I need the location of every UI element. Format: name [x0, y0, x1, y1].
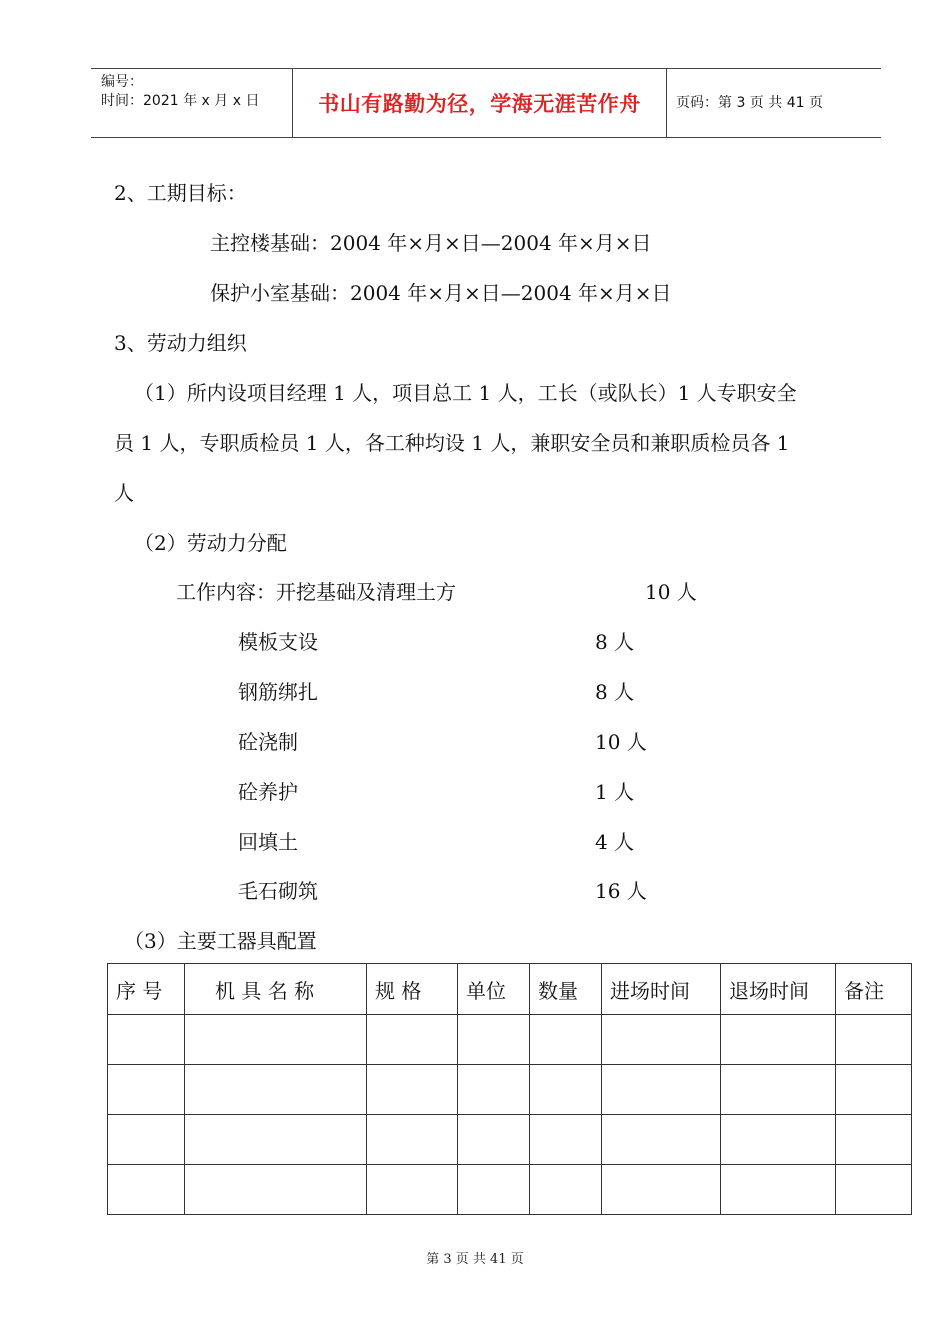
- header-page-info: 页码：第 3 页 共 41 页: [676, 94, 823, 111]
- page-footer: 第 3 页 共 41 页: [426, 1252, 524, 1267]
- table-cell: [530, 1015, 602, 1065]
- work-item-count: 16 人: [595, 879, 647, 903]
- table-cell: [602, 1065, 721, 1115]
- table-cell: [721, 1065, 836, 1115]
- header-cell-quantity: 数量: [530, 964, 602, 1015]
- table-cell: [367, 1165, 458, 1215]
- table-cell: [108, 1115, 185, 1165]
- header-page-cell: [666, 69, 881, 137]
- work-item-count: 4 人: [595, 830, 635, 854]
- table-cell: [108, 1165, 185, 1215]
- work-content-intro-count: 10 人: [645, 580, 697, 604]
- table-cell: [836, 1065, 912, 1115]
- header-cell-tool-name: 机 具 名 称: [185, 964, 367, 1015]
- table-cell: [602, 1015, 721, 1065]
- schedule-main-building: 主控楼基础：2004 年×月×日—2004 年×月×日: [210, 231, 652, 255]
- table-cell: [185, 1015, 367, 1065]
- table-cell: [367, 1065, 458, 1115]
- work-item-count: 8 人: [595, 680, 635, 704]
- work-item-name: 回填土: [238, 830, 298, 854]
- table-cell: [185, 1165, 367, 1215]
- work-item-name: 模板支设: [238, 630, 318, 654]
- header-cell-unit: 单位: [458, 964, 530, 1015]
- work-item-name: 砼养护: [238, 780, 298, 804]
- table-cell: [530, 1165, 602, 1215]
- table-header-row: [108, 964, 912, 1015]
- header-cell-entry-time: 进场时间: [602, 964, 721, 1015]
- table-cell: [367, 1115, 458, 1165]
- work-item-name: 砼浇制: [238, 730, 298, 754]
- table-cell: [836, 1165, 912, 1215]
- table-cell: [721, 1015, 836, 1065]
- table-cell: [836, 1015, 912, 1065]
- header-cell-spec: 规 格: [367, 964, 458, 1015]
- tools-heading: （3）主要工器具配置: [124, 929, 317, 953]
- table-cell: [721, 1115, 836, 1165]
- tools-table: [107, 963, 912, 1215]
- table-cell: [602, 1165, 721, 1215]
- table-cell: [458, 1115, 530, 1165]
- header-motto-cell: [292, 69, 667, 137]
- labor-allocation-heading: （2）劳动力分配: [134, 531, 287, 555]
- work-item-name: 毛石砌筑: [238, 879, 318, 903]
- document-time-label: 时间：2021 年 x 月 x 日: [101, 93, 260, 109]
- work-content-intro: 工作内容：开挖基础及清理土方: [176, 580, 456, 604]
- table-cell: [185, 1065, 367, 1115]
- header-meta: [91, 69, 292, 137]
- table-row: [108, 1015, 912, 1065]
- table-cell: [530, 1115, 602, 1165]
- work-item-count: 8 人: [595, 630, 635, 654]
- document-number-label: 编号：: [101, 74, 143, 90]
- labor-paragraph-line-3: 人: [114, 481, 134, 505]
- work-item-name: 钢筋绑扎: [238, 680, 318, 704]
- table-cell: [185, 1115, 367, 1165]
- page-header: [91, 68, 881, 138]
- labor-paragraph-line-1: （1）所内设项目经理 1 人，项目总工 1 人，工长（或队长）1 人专职安全: [134, 381, 797, 405]
- table-row: [108, 1065, 912, 1115]
- labor-heading: 3、劳动力组织: [114, 331, 247, 355]
- labor-paragraph-line-2: 员 1 人，专职质检员 1 人，各工种均设 1 人，兼职安全员和兼职质检员各 1: [114, 431, 790, 455]
- schedule-heading: 2、工期目标：: [114, 181, 247, 205]
- table-cell: [836, 1115, 912, 1165]
- work-item-count: 1 人: [595, 780, 635, 804]
- table-cell: [108, 1015, 185, 1065]
- table-cell: [108, 1065, 185, 1115]
- table-cell: [367, 1015, 458, 1065]
- table-row: [108, 1165, 912, 1215]
- table-row: [108, 1115, 912, 1165]
- header-cell-remarks: 备注: [836, 964, 912, 1015]
- header-motto: 书山有路勤为径，学海无涯苦作舟: [318, 92, 641, 116]
- work-item-count: 10 人: [595, 730, 647, 754]
- table-cell: [458, 1015, 530, 1065]
- schedule-protection-room: 保护小室基础：2004 年×月×日—2004 年×月×日: [210, 281, 672, 305]
- table-cell: [602, 1115, 721, 1165]
- table-cell: [721, 1165, 836, 1215]
- table-cell: [458, 1165, 530, 1215]
- table-cell: [458, 1065, 530, 1115]
- table-cell: [530, 1065, 602, 1115]
- header-cell-exit-time: 退场时间: [721, 964, 836, 1015]
- header-cell-number: 序 号: [108, 964, 185, 1015]
